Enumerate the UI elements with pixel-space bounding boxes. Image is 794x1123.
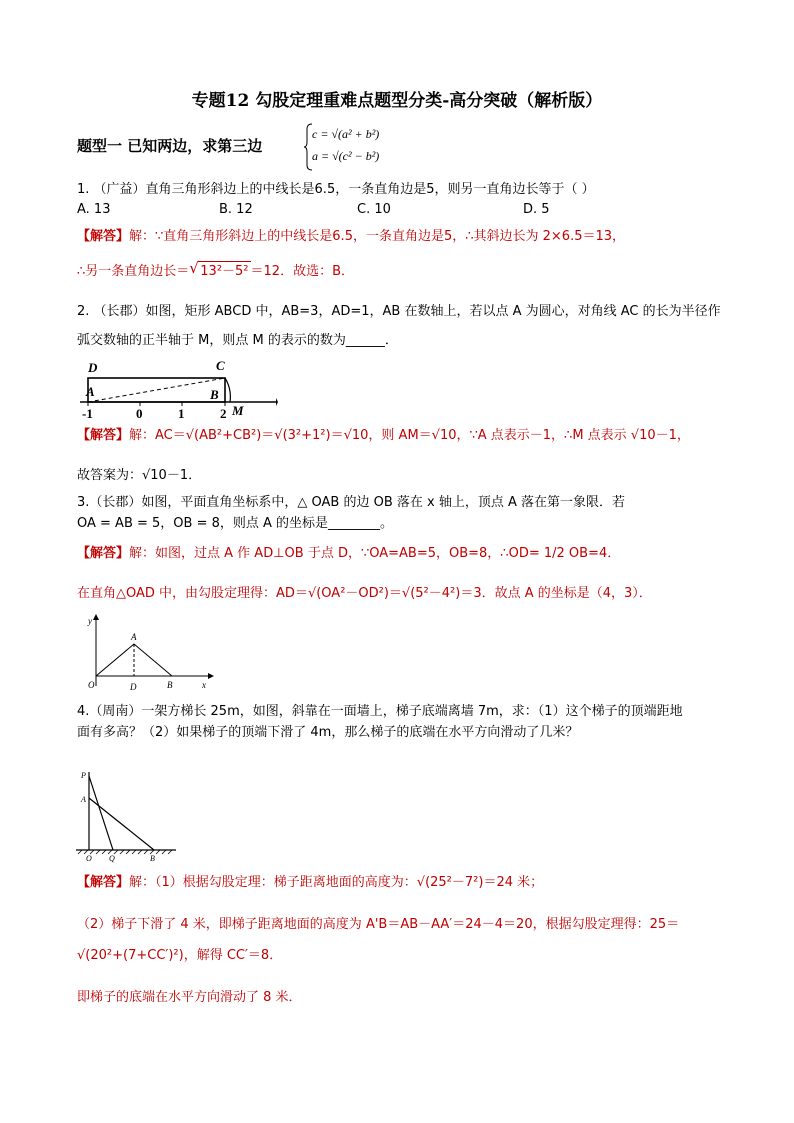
q4-answer-line3: √(20²+(7+CC′)²)，解得 CC′＝8． <box>77 948 283 963</box>
tick-0: 0 <box>136 406 143 421</box>
label-y: y <box>88 616 92 626</box>
q4-figure-ladder <box>76 770 186 862</box>
rectangle-abcd <box>88 378 225 402</box>
formula-system <box>312 123 379 167</box>
label-m: M <box>232 403 244 418</box>
diagonal-ac <box>88 378 225 402</box>
q1-answer-text1: 解：∵直角三角形斜边上的中线长是6.5，一条直角边是5，∴其斜边长为 2×6.5＝13， <box>129 229 626 244</box>
q4-answer-line1 <box>77 873 543 893</box>
q1-answer-line1 <box>77 227 625 247</box>
answer-tag: 【解答】 <box>77 229 130 244</box>
q2-stem-line1: 2. （长郡）如图，矩形 ABCD 中，AB=3，AD=1，AB 在数轴上，若以点 A 为圆心，对角线 AC 的长为半径作 <box>77 304 721 319</box>
ladder-after <box>89 798 154 850</box>
q2-answer-line1 <box>77 426 690 446</box>
q1-option-d: D. 5 <box>523 202 550 217</box>
label-b: B <box>150 854 155 863</box>
tick-1: 1 <box>178 406 185 421</box>
q3-stem-line2: OA = AB = 5，OB = 8，则点 A 的坐标是________。 <box>77 516 394 531</box>
label-o: O <box>88 680 95 690</box>
tick-2: 2 <box>220 406 227 421</box>
answer-tag: 【解答】 <box>77 546 130 561</box>
label-a: A <box>81 795 86 804</box>
q3-answer-line2: 在直角△OAD 中，由勾股定理得：AD＝√(OA²－OD²)＝√(5²－4²)＝3．故点 A 的坐标是（4，3）． <box>77 586 652 601</box>
formula-hypotenuse: c = √(a² + b²) <box>312 127 380 141</box>
q3-figure-coordinate-triangle <box>84 614 224 694</box>
label-o: O <box>86 854 92 863</box>
q1-sqrt <box>189 261 250 282</box>
q1-sqrt-content: 13²－5² <box>198 261 250 282</box>
label-x: x <box>202 680 206 690</box>
q2-answer-text1: 解：AC＝√(AB²+CB²)＝√(3²+1²)＝√10，则 AM＝√10，∵A 点表示－1，∴M 点表示 √10－1， <box>129 428 690 443</box>
label-c: C <box>216 358 225 373</box>
answer-tag: 【解答】 <box>77 875 130 890</box>
q4-stem-line1: 4.（周南）一架方梯长 25m，如图，斜靠在一面墙上，梯子底端离墙 7m，求：（1）这个梯子的顶端距地 <box>77 704 683 719</box>
q2-stem-line2: 弧交数轴的正半轴于 M，则点 M 的表示的数为______． <box>77 333 398 348</box>
q4-stem-line2: 面有多高？（2）如果梯子的顶端下滑了 4m，那么梯子的底端在水平方向滑动了几米？ <box>77 725 579 740</box>
label-a: A <box>86 384 95 399</box>
q1-option-a: A. 13 <box>77 202 111 217</box>
q3-answer-text1: 解：如图，过点 A 作 AD⊥OB 于点 D，∵OA=AB=5，OB=8，∴OD= 1/2 OB=4． <box>129 546 621 561</box>
section-heading: 题型一 已知两边，求第三边 <box>77 137 263 155</box>
q4-answer-line4: 即梯子的底端在水平方向滑动了 8 米． <box>77 990 302 1005</box>
q2-answer-line2: 故答案为：√10－1． <box>77 468 202 483</box>
arc <box>225 378 230 402</box>
label-q: Q <box>109 854 115 863</box>
q1-option-c: C. 10 <box>357 202 391 217</box>
q1-option-b: B. 12 <box>219 202 253 217</box>
q3-stem-line1: 3.（长郡）如图，平面直角坐标系中，△ OAB 的边 OB 落在 x 轴上，顶点 A 落在第一象限．若 <box>77 495 626 510</box>
label-a: A <box>131 632 137 642</box>
label-d: D <box>88 360 98 375</box>
q4-answer-line2: （2）梯子下滑了 4 米，即梯子距离地面的高度为 A'B＝AB－AA′＝24－4＝20，根据勾股定理得：25＝ <box>77 917 680 932</box>
q1-answer-post: ＝12．故选：B． <box>250 264 354 279</box>
label-b: B <box>167 680 173 690</box>
ladder-before <box>89 776 113 850</box>
q1-stem: 1. （广益）直角三角形斜边上的中线长是6.5，一条直角边是5，则另一直角边长等于（ ） <box>77 182 595 197</box>
label-d: D <box>130 682 137 692</box>
formula-leg: a = √(c² − b²) <box>312 149 380 163</box>
answer-tag: 【解答】 <box>77 428 130 443</box>
label-p: P <box>81 771 86 780</box>
page-title: 专题12 勾股定理重难点题型分类-高分突破（解析版） <box>191 91 603 111</box>
q3-answer-line1 <box>77 544 620 564</box>
q1-answer-pre: ∴另一条直角边长＝ <box>77 264 190 279</box>
q4-answer-text1: 解：（1）根据勾股定理：梯子距离地面的高度为：√(25²－7²)＝24 米； <box>129 875 544 890</box>
q2-figure-number-line-rectangle <box>78 358 278 421</box>
label-b: B <box>210 387 219 402</box>
tick-neg1: -1 <box>82 406 93 421</box>
q1-answer-line2 <box>77 261 354 282</box>
